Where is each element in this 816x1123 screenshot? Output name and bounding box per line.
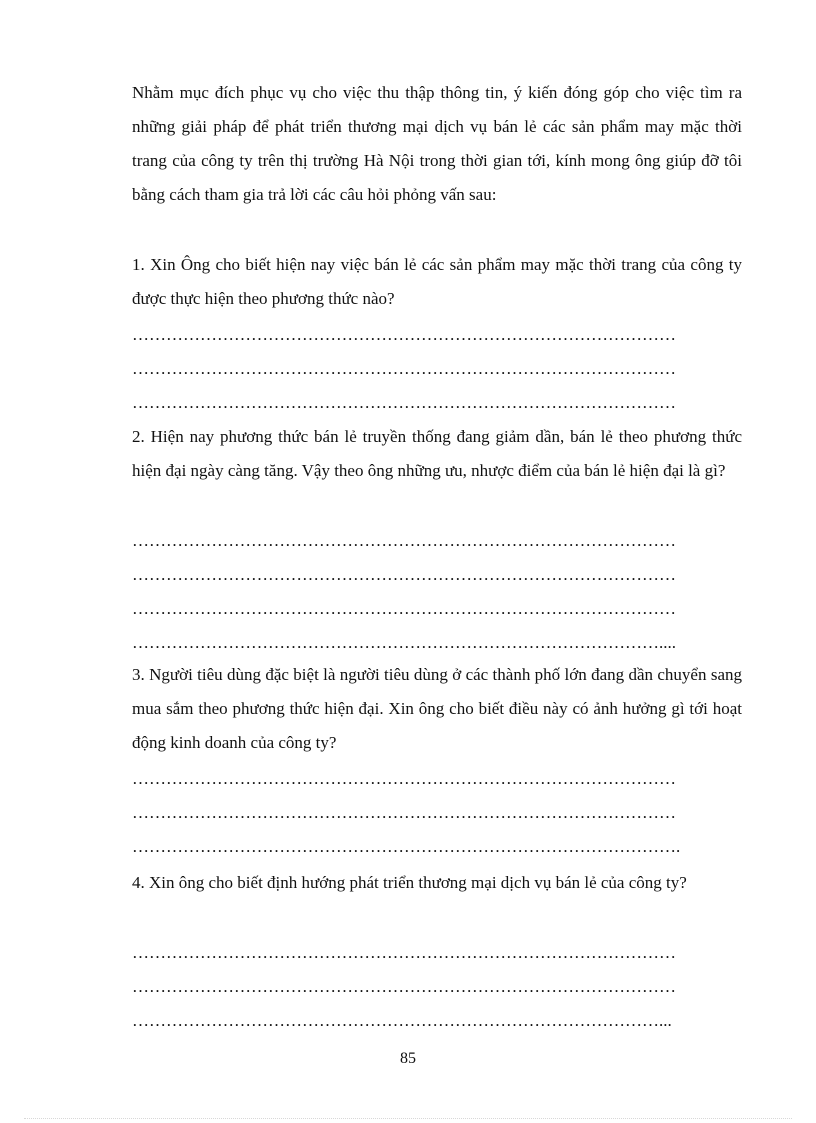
question-3: 3. Người tiêu dùng đặc biệt là người tiêu dùng ở các thành phố lớn đang dần chuyển sang mua sắm theo phương thức hiện đại. Xin ông cho biết điều này có ảnh hưởng gì tới hoạt động kinh doanh của công ty? [132, 665, 742, 752]
answer-line: …………………………………………………………………………………… [132, 977, 676, 996]
page-bottom-divider [24, 1118, 792, 1119]
answer-line: …………………………………………………………………………………… [132, 393, 676, 412]
question-2: 2. Hiện nay phương thức bán lẻ truyền thống đang giảm dần, bán lẻ theo phương thức hiện đại ngày càng tăng. Vậy theo ông những ưu, nhược điểm của bán lẻ hiện đại là gì? [132, 427, 742, 480]
answer-line: ……………………………………………………………………………………. [132, 837, 681, 856]
answer-line: …………………………………………………………………………………… [132, 565, 676, 584]
answer-line: ………………………………………………………………………………….... [132, 633, 676, 652]
answer-line: …………………………………………………………………………………… [132, 531, 676, 550]
question-4: 4. Xin ông cho biết định hướng phát triển thương mại dịch vụ bán lẻ của công ty? [132, 873, 687, 892]
answer-line: …………………………………………………………………………………… [132, 325, 676, 344]
intro-paragraph: Nhằm mục đích phục vụ cho việc thu thập thông tin, ý kiến đóng góp cho việc tìm ra những giải pháp để phát triển thương mại dịch vụ bán lẻ các sản phẩm may mặc thời trang của công ty trên thị trường Hà Nội trong thời gian tới, kính mong ông giúp đỡ tôi bằng cách tham gia trả lời các câu hỏi phỏng vấn sau: [132, 83, 742, 204]
question-1: 1. Xin Ông cho biết hiện nay việc bán lẻ các sản phẩm may mặc thời trang của công ty được thực hiện theo phương thức nào? [132, 255, 742, 308]
answer-line: …………………………………………………………………………………… [132, 803, 676, 822]
answer-line: …………………………………………………………………………………… [132, 359, 676, 378]
answer-line: …………………………………………………………………………………… [132, 943, 676, 962]
answer-line: …………………………………………………………………………………… [132, 769, 676, 788]
page-number: 85 [400, 1050, 416, 1067]
answer-line: …………………………………………………………………………………... [132, 1011, 672, 1030]
answer-line: …………………………………………………………………………………… [132, 599, 676, 618]
